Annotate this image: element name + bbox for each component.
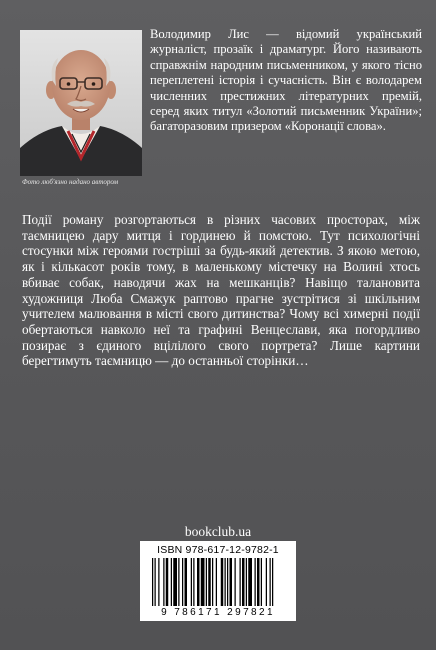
author-portrait-image [20, 30, 142, 176]
barcode-bars [152, 558, 284, 608]
barcode-digits: 9 786171 297821 [161, 607, 275, 618]
author-photo-block [20, 30, 142, 186]
isbn-barcode [140, 541, 296, 621]
publisher-website: bookclub.ua [184, 524, 252, 539]
photo-caption: Фото люб'язно надано автором [22, 178, 119, 186]
author-photo [20, 30, 142, 176]
book-blurb: Події роману розгортаються в різних часових просторах, між таємницею дару митця і гординею й помстою. Тут психологічні стосунки між героями гостріші за будь-який детектив. З якою метою, як і кількасот років тому, в маленькому містечку на Волині хтось вбиває собак, наводячи жах на мешканців? Навіщо талановита художниця Люба Смажук раптово прагне зустрітися зі шкільним учителем малювання в місті свого дитинства? Чому всі химерні події обертаються навколо неї та графині Венцеслави, яка погордливо позирає з єдиного вцілілого свого портрета? Лише картини берегтимуть таємницю — до останньої сторінки… [22, 212, 420, 369]
isbn-label: ISBN 978-617-12-9782-1 [157, 544, 279, 556]
author-bio: Володимир Лис — відомий український журналіст, прозаїк і драматург. Його називають справжнім народним письменником, у якого тісно переплетені історія і сучасність. Він є володарем численних престижних літературних премій, серед яких титул «Золотий письменник України»; багаторазовим призером «Коронації слова». [150, 27, 422, 134]
